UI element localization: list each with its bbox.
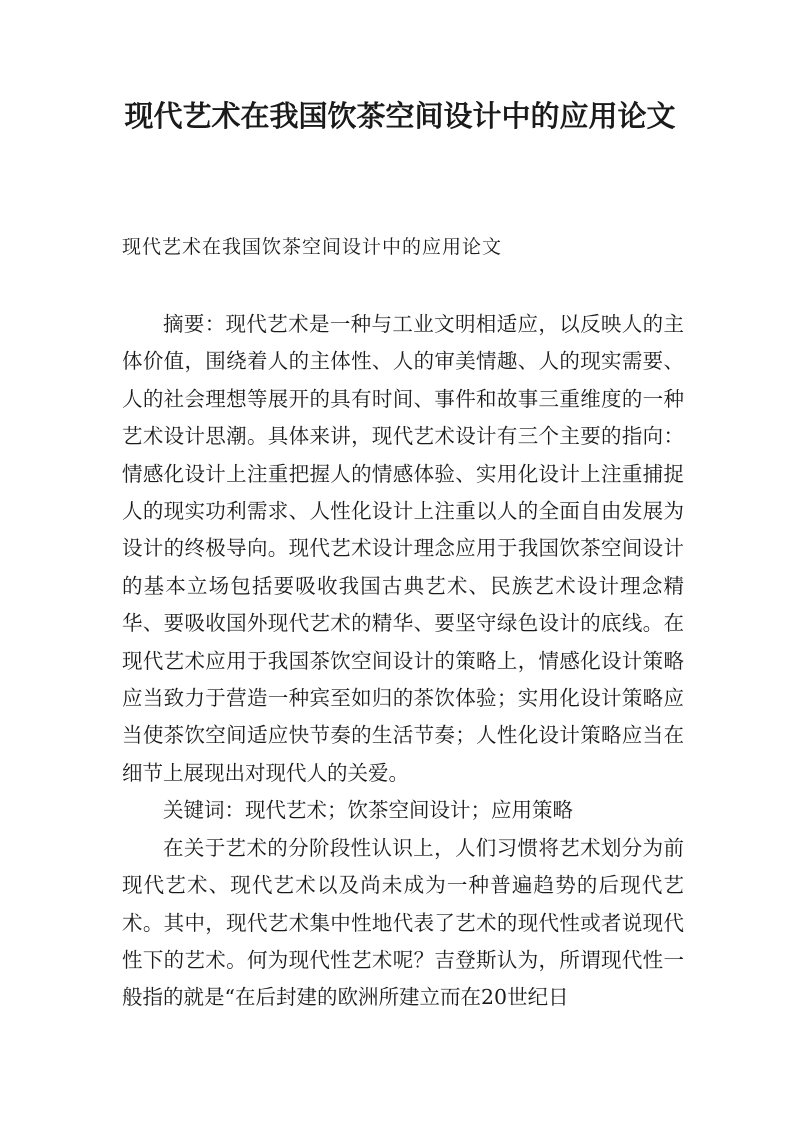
abstract-paragraph: 摘要：现代艺术是一种与工业文明相适应，以反映人的主体价值，围绕着人的主体性、人的审美情趣、人的现实需要、人的社会理想等展开的具有时间、事件和故事三重维度的一种艺术设计思潮。具体来讲，现代艺术设计有三个主要的指向：情感化设计上注重把握人的情感体验、实用化设计上注重捕捉人的现实功利需求、人性化设计上注重以人的全面自由发展为设计的终极导向。现代艺术设计理念应用于我国饮茶空间设计的基本立场包括要吸收我国古典艺术、民族艺术设计理念精华、要吸收国外现代艺术的精华、要坚守绿色设计的底线。在现代艺术应用于我国茶饮空间设计的策略上，情感化设计策略应当致力于营造一种宾至如归的茶饮体验；实用化设计策略应当使茶饮空间适应快节奏的生活节奏；人性化设计策略应当在细节上展现出对现代人的关爱。 (122, 312, 684, 785)
keywords-line: 关键词：现代艺术；饮茶空间设计；应用策略 (163, 798, 573, 823)
body-paragraph: 在关于艺术的分阶段性认识上，人们习惯将艺术划分为前现代艺术、现代艺术以及尚未成为一种普遍趋势的后现代艺术。其中，现代艺术集中性地代表了艺术的现代性或者说现代性下的艺术。何为现代性艺术呢？吉登斯认为，所谓现代性一般指的就是“在后封建的欧洲所建立而在20世纪日 (122, 835, 684, 1010)
document-subtitle: 现代艺术在我国饮茶空间设计中的应用论文 (122, 236, 503, 258)
document-body (122, 306, 684, 1017)
document-title: 现代艺术在我国饮茶空间设计中的应用论文 (124, 99, 676, 133)
